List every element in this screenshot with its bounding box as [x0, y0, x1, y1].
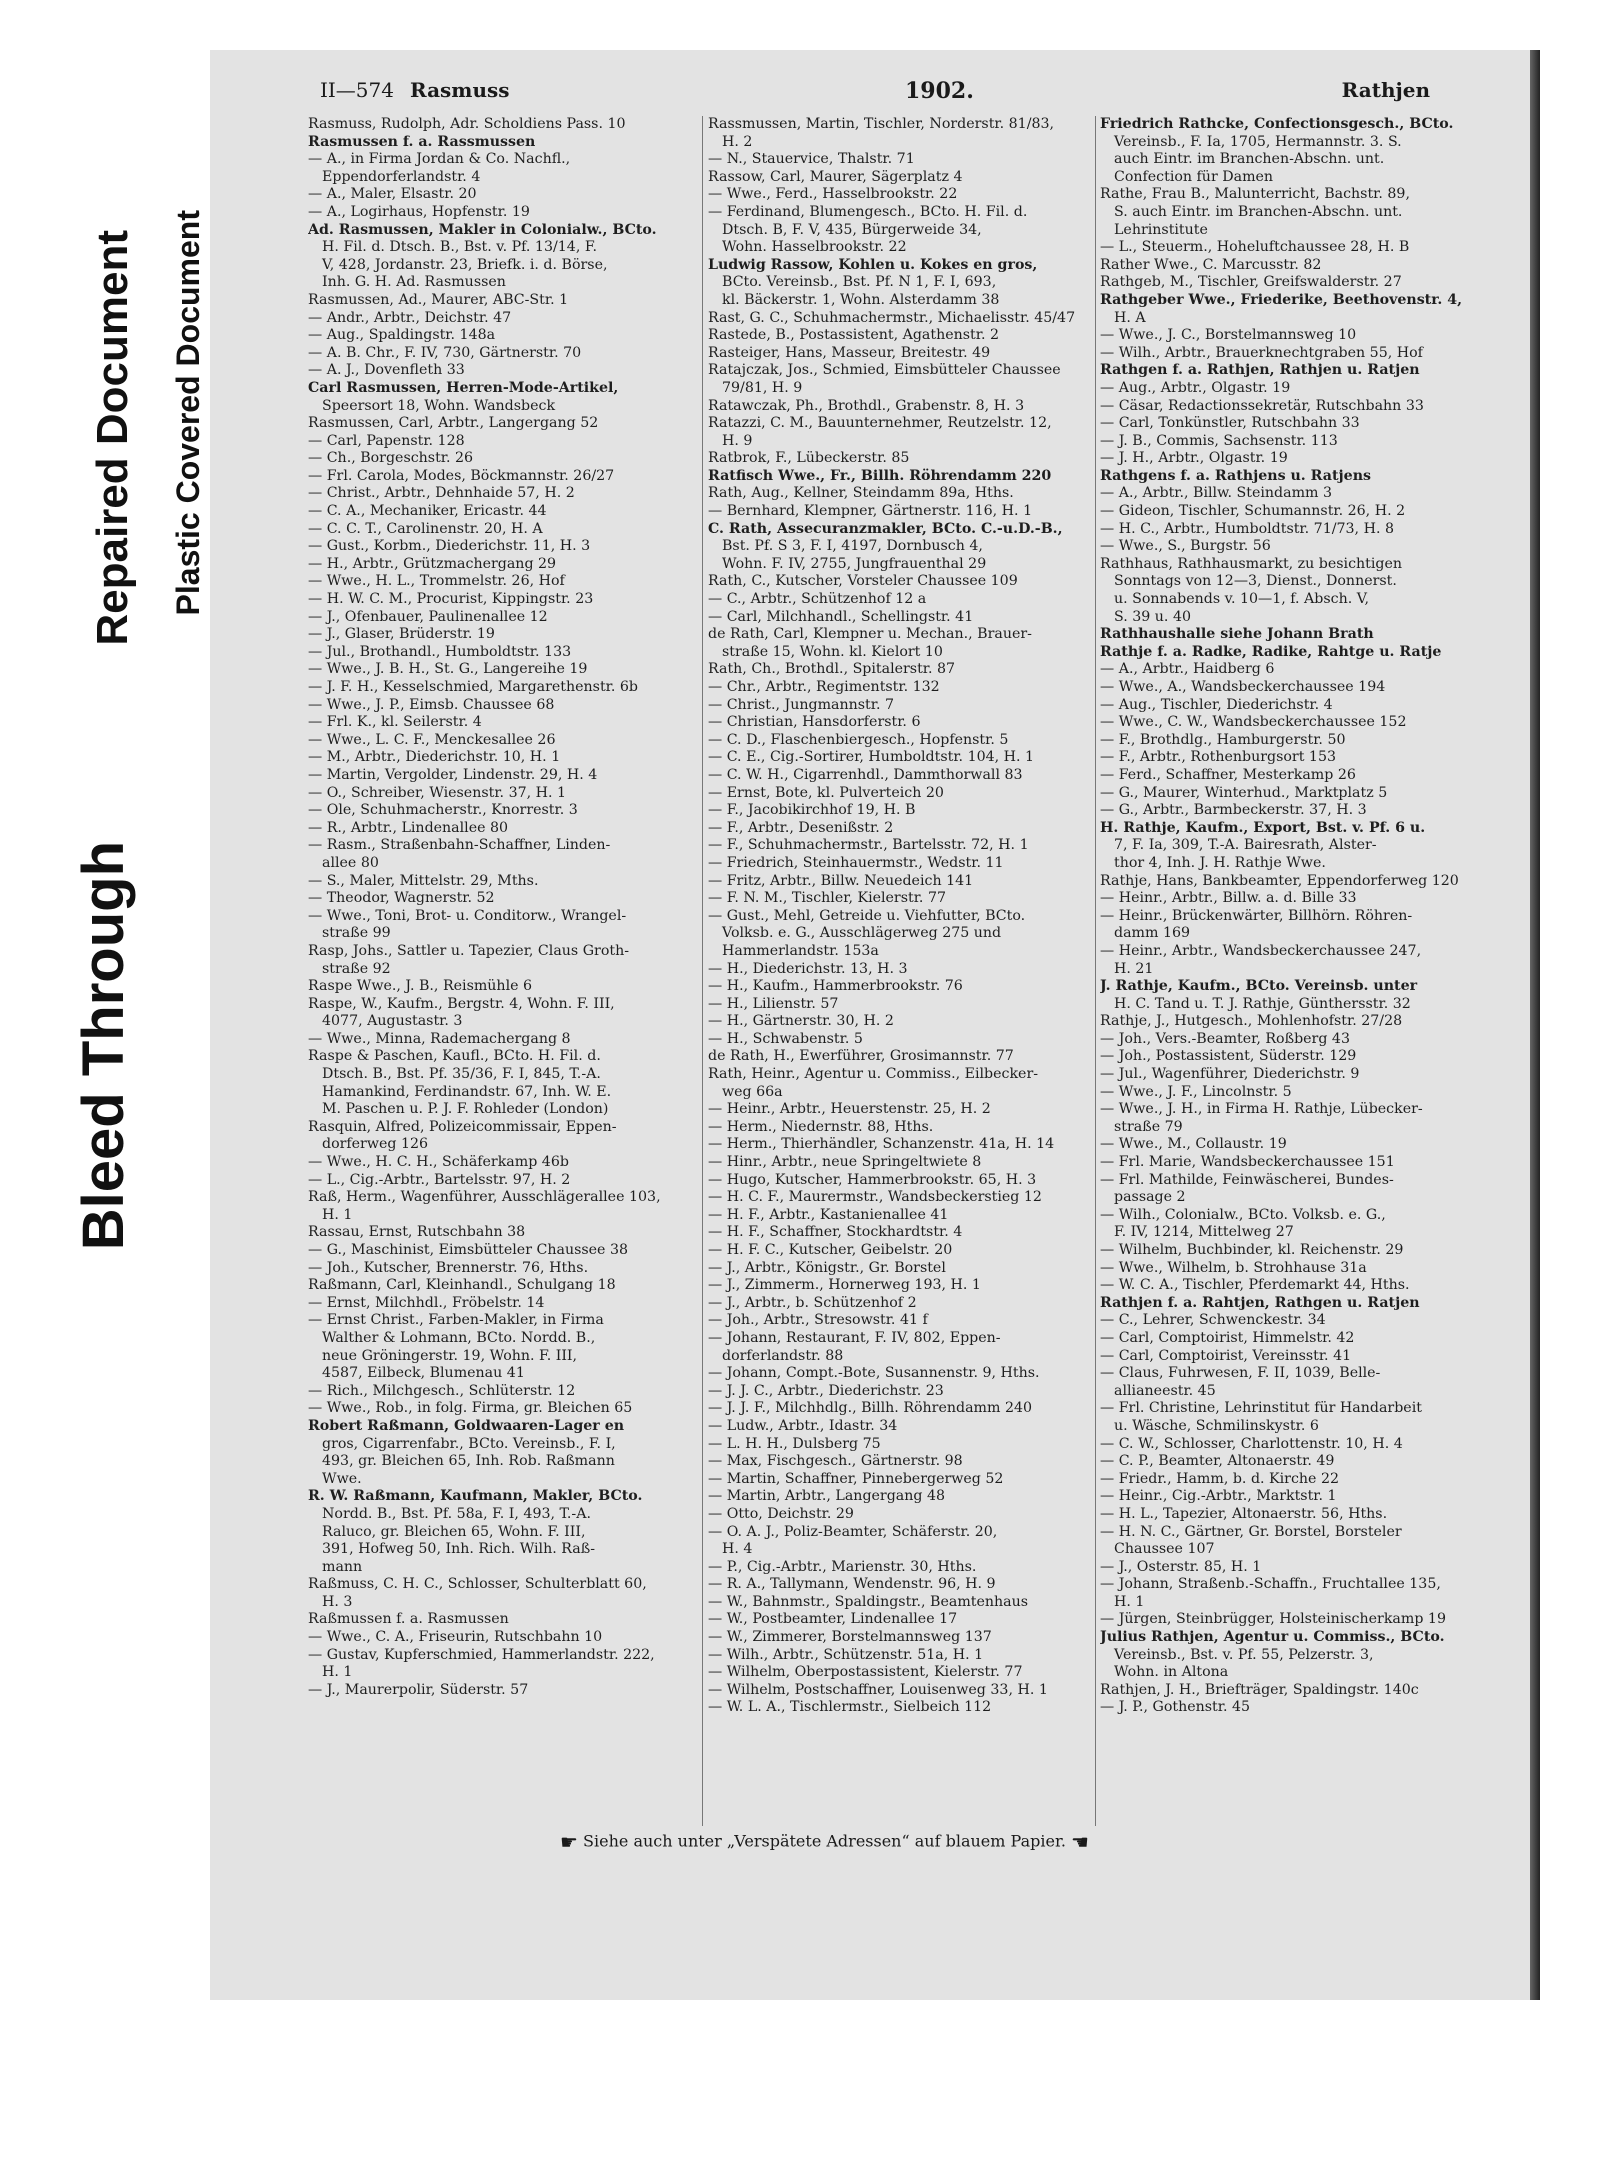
- directory-entry: — O. A. J., Poliz-Beamter, Schäferstr. 20,: [708, 1523, 998, 1540]
- directory-entry: — C. W., Schlosser, Charlottenstr. 10, H. 4: [1100, 1435, 1403, 1452]
- directory-entry: — Frl. Marie, Wandsbeckerchaussee 151: [1100, 1154, 1395, 1171]
- directory-entry: — H. F. C., Kutscher, Geibelstr. 20: [708, 1242, 953, 1258]
- directory-entry: — Rasm., Straßenbahn-Schaffner, Linden-: [308, 837, 611, 854]
- header-year: 1902.: [905, 78, 974, 104]
- directory-entry: — Herm., Niedernstr. 88, Hths.: [708, 1118, 934, 1135]
- directory-entry: — Andr., Arbtr., Deichstr. 47: [308, 309, 512, 326]
- directory-entry: Chaussee 107: [1114, 1541, 1215, 1558]
- directory-entry: Rasmussen f. a. Rassmussen: [308, 133, 536, 150]
- directory-entry: — Aug., Spaldingstr. 148a: [308, 327, 496, 344]
- directory-entry: — Joh., Postassistent, Süderstr. 129: [1100, 1048, 1357, 1065]
- directory-entry: — Joh., Arbtr., Stresowstr. 41 f: [708, 1312, 928, 1329]
- directory-entry: Raßmann, Carl, Kleinhandl., Schulgang 18: [308, 1277, 616, 1294]
- directory-entry: — W., Zimmerer, Borstelmannsweg 137: [708, 1629, 992, 1646]
- directory-entry: — Frl. Mathilde, Feinwäscherei, Bundes-: [1100, 1171, 1394, 1188]
- directory-entry: — Hugo, Kutscher, Hammerbrookstr. 65, H. 3: [708, 1171, 1037, 1188]
- directory-entry: weg 66a: [722, 1083, 783, 1100]
- directory-entry: — Wilhelm, Buchbinder, kl. Reichenstr. 29: [1100, 1242, 1404, 1258]
- directory-entry: J. Rathje, Kaufm., BCto. Vereinsb. unter: [1100, 978, 1418, 995]
- directory-entry: Ad. Rasmussen, Makler in Colonialw., BCto.: [308, 221, 657, 238]
- directory-entry: — H. F., Schaffner, Stockhardtstr. 4: [708, 1224, 963, 1241]
- directory-entry: de Rath, Carl, Klempner u. Mechan., Brauer-: [708, 626, 1032, 643]
- directory-entry: — H. W. C. M., Procurist, Kippingstr. 23: [308, 591, 594, 608]
- pointing-hand-icon: ☚: [1071, 1830, 1089, 1854]
- directory-entry: Speersort 18, Wohn. Wandsbeck: [322, 397, 556, 414]
- directory-entry: Raspe, W., Kaufm., Bergstr. 4, Wohn. F. III,: [308, 995, 615, 1012]
- directory-entry: — Heinr., Arbtr., Wandsbeckerchaussee 247,: [1100, 942, 1422, 959]
- directory-entry: — G., Arbtr., Barmbeckerstr. 37, H. 3: [1100, 802, 1367, 819]
- directory-entry: Rassau, Ernst, Rutschbahn 38: [308, 1224, 526, 1241]
- directory-entry: Rathhaushalle siehe Johann Brath: [1100, 626, 1374, 643]
- directory-entry: — H. L., Tapezier, Altonaerstr. 56, Hths.: [1100, 1505, 1388, 1522]
- directory-entry: Raspe & Paschen, Kaufl., BCto. H. Fil. d.: [308, 1048, 601, 1065]
- directory-entry: Rathje f. a. Radke, Radike, Rahtge u. Ratje: [1100, 643, 1442, 660]
- directory-entry: H. 2: [722, 133, 753, 150]
- directory-entry: Rath, C., Kutscher, Vorsteler Chaussee 109: [708, 573, 1018, 590]
- directory-entry: — Aug., Arbtr., Olgastr. 19: [1100, 379, 1291, 396]
- directory-entry: — Ernst, Milchhdl., Fröbelstr. 14: [308, 1294, 545, 1311]
- directory-entry: H. 9: [722, 432, 753, 449]
- directory-entry: — Wilh., Arbtr., Schützenstr. 51a, H. 1: [708, 1646, 984, 1663]
- directory-entry: S. auch Eintr. im Branchen-Abschn. unt.: [1114, 203, 1403, 220]
- directory-entry: — F., Schuhmachermstr., Bartelsstr. 72, H. 1: [708, 837, 1029, 854]
- footer-note: [560, 1830, 1089, 1854]
- directory-entry: — L., Steuerm., Hoheluftchaussee 28, H. B: [1100, 239, 1410, 256]
- directory-entry: — W., Postbeamter, Lindenallee 17: [708, 1611, 958, 1628]
- directory-entry: — Theodor, Wagnerstr. 52: [308, 890, 495, 907]
- directory-entry: C. Rath, Assecuranzmakler, BCto. C.-u.D.-B.,: [708, 520, 1063, 537]
- directory-entry: — M., Arbtr., Diederichstr. 10, H. 1: [308, 749, 561, 766]
- directory-entry: — H., Diederichstr. 13, H. 3: [708, 960, 908, 977]
- directory-entry: 4587, Eilbeck, Blumenau 41: [322, 1365, 525, 1382]
- directory-entry: — A., Arbtr., Billw. Steindamm 3: [1100, 485, 1333, 502]
- directory-entry: — C. P., Beamter, Altonaerstr. 49: [1100, 1453, 1335, 1470]
- directory-entry: — H., Gärtnerstr. 30, H. 2: [708, 1013, 894, 1030]
- directory-entry: — Johann, Compt.-Bote, Susannenstr. 9, Hths.: [708, 1365, 1040, 1382]
- directory-entry: — Christian, Hansdorferstr. 6: [708, 714, 921, 731]
- directory-entry: 391, Hofweg 50, Inh. Rich. Wilh. Raß-: [322, 1541, 595, 1558]
- directory-entry: — J., Arbtr., b. Schützenhof 2: [708, 1294, 917, 1311]
- directory-entry: Wohn. in Altona: [1114, 1664, 1229, 1681]
- directory-entry: — C. W. H., Cigarrenhdl., Dammthorwall 83: [708, 766, 1023, 783]
- directory-entry: Vereinsb., F. Ia, 1705, Hermannstr. 3. S.: [1114, 133, 1402, 150]
- directory-entry: auch Eintr. im Branchen-Abschn. unt.: [1114, 151, 1385, 168]
- directory-entry: — Herm., Thierhändler, Schanzenstr. 41a, H. 14: [708, 1136, 1055, 1153]
- directory-entry: straße 92: [322, 960, 391, 977]
- directory-entry: — Christ., Arbtr., Dehnhaide 57, H. 2: [308, 485, 575, 502]
- directory-entry: H. Fil. d. Dtsch. B., Bst. v. Pf. 13/14, F.: [322, 239, 597, 256]
- directory-entry: — J., Osterstr. 85, H. 1: [1100, 1558, 1262, 1575]
- directory-entry: Julius Rathjen, Agentur u. Commiss., BCto.: [1100, 1629, 1445, 1646]
- footer-text: Siehe auch unter „Verspätete Adressen“ auf blauem Papier.: [583, 1831, 1066, 1851]
- directory-entry: — Gust., Mehl, Getreide u. Viehfutter, BCto.: [708, 907, 1026, 924]
- directory-entry: Rathje, J., Hutgesch., Mohlenhofstr. 27/28: [1100, 1013, 1403, 1030]
- directory-entry: — Wwe., L. C. F., Menckesallee 26: [308, 731, 556, 748]
- directory-entry: — Otto, Deichstr. 29: [708, 1505, 854, 1522]
- directory-entry: — Ole, Schuhmacherstr., Knorrestr. 3: [308, 802, 578, 819]
- directory-entry: — Wwe., J. C., Borstelmannsweg 10: [1100, 327, 1357, 344]
- column-2: [708, 116, 1096, 1717]
- directory-entry: — Chr., Arbtr., Regimentstr. 132: [708, 679, 940, 695]
- directory-entry: — Max, Fischgesch., Gärtnerstr. 98: [708, 1453, 963, 1470]
- directory-entry: — Wwe., J. F., Lincolnstr. 5: [1100, 1083, 1292, 1100]
- directory-entry: 493, gr. Bleichen 65, Inh. Rob. Raßmann: [322, 1453, 615, 1470]
- directory-entry: — Rich., Milchgesch., Schlüterstr. 12: [308, 1382, 576, 1399]
- directory-entry: — Ferdinand, Blumengesch., BCto. H. Fil. d.: [708, 203, 1028, 220]
- directory-entry: Raspe Wwe., J. B., Reismühle 6: [308, 978, 533, 995]
- directory-entry: Rather Wwe., C. Marcusstr. 82: [1100, 256, 1322, 273]
- directory-entry: Rasmussen, Ad., Maurer, ABC-Str. 1: [308, 291, 569, 308]
- directory-entry: — W. L. A., Tischlermstr., Sielbeich 112: [708, 1699, 992, 1716]
- directory-entry: — Frl. Christine, Lehrinstitut für Handarbeit: [1100, 1400, 1422, 1417]
- directory-entry: 79/81, H. 9: [722, 379, 803, 396]
- header-left-word: Rasmuss: [410, 78, 510, 102]
- directory-entry: Wohn. Hasselbrookstr. 22: [722, 239, 907, 256]
- directory-entry: — Ludw., Arbtr., Idastr. 34: [708, 1417, 898, 1434]
- directory-entry: Eppendorferlandstr. 4: [322, 168, 481, 185]
- directory-entry: Vereinsb., Bst. v. Pf. 55, Pelzerstr. 3,: [1114, 1646, 1374, 1663]
- directory-entry: Rathhaus, Rathhausmarkt, zu besichtigen: [1100, 555, 1403, 572]
- directory-entry: — Carl, Comptoirist, Vereinsstr. 41: [1100, 1347, 1352, 1364]
- directory-entry: allee 80: [322, 854, 379, 871]
- directory-entry: — H., Kaufm., Hammerbrookstr. 76: [708, 978, 963, 995]
- directory-entry: — O., Schreiber, Wiesenstr. 37, H. 1: [308, 784, 567, 801]
- directory-entry: Bst. Pf. S 3, F. I, 4197, Dornbusch 4,: [722, 538, 983, 555]
- directory-entry: Ratfisch Wwe., Fr., Billh. Röhrendamm 220: [708, 467, 1052, 484]
- directory-entry: straße 79: [1114, 1118, 1183, 1135]
- directory-entry: — J. F. H., Kesselschmied, Margarethenstr. 6b: [308, 679, 639, 695]
- directory-entry: Raßmussen f. a. Rasmussen: [308, 1611, 509, 1628]
- directory-entry: Rathgeber Wwe., Friederike, Beethovenstr. 4,: [1100, 291, 1463, 308]
- directory-entry: — J. J. F., Milchhdlg., Billh. Röhrendamm 240: [708, 1400, 1033, 1417]
- label-repaired-document: Repaired Document: [88, 230, 137, 646]
- directory-entry: — Heinr., Arbtr., Billw. a. d. Bille 33: [1100, 890, 1357, 907]
- header-right-word: Rathjen: [1341, 78, 1430, 102]
- directory-entry: — H. N. C., Gärtner, Gr. Borstel, Borsteler: [1100, 1523, 1402, 1540]
- directory-entry: R. W. Raßmann, Kaufmann, Makler, BCto.: [308, 1488, 643, 1505]
- directory-entry: — H., Arbtr., Grützmachergang 29: [308, 555, 557, 572]
- directory-entry: Rassmussen, Martin, Tischler, Norderstr. 81/83,: [708, 116, 1055, 132]
- directory-entry: — H. F., Arbtr., Kastanienallee 41: [708, 1206, 949, 1223]
- directory-entry: Rathjen, J. H., Briefträger, Spaldingstr. 140c: [1100, 1681, 1419, 1698]
- label-bleed-through: Bleed Through: [71, 840, 136, 1250]
- directory-entry: — Heinr., Cig.-Arbtr., Marktstr. 1: [1100, 1488, 1337, 1505]
- directory-entry: Rathje, Hans, Bankbeamter, Eppendorferweg 120: [1100, 872, 1459, 889]
- directory-entry: Rasmussen, Carl, Arbtr., Langergang 52: [308, 415, 599, 432]
- directory-entry: — Heinr., Arbtr., Heuerstenstr. 25, H. 2: [708, 1101, 991, 1118]
- directory-entry: Rath, Heinr., Agentur u. Commiss., Eilbecker-: [708, 1066, 1039, 1083]
- directory-entry: — Carl, Papenstr. 128: [308, 432, 465, 449]
- directory-entry: Rastede, B., Postassistent, Agathenstr. 2: [708, 327, 999, 344]
- directory-entry: Raß, Herm., Wagenführer, Ausschlägerallee 103,: [308, 1189, 661, 1206]
- directory-entry: — Friedrich, Steinhauermstr., Wedstr. 11: [708, 854, 1004, 871]
- directory-entry: — J., Ofenbauer, Paulinenallee 12: [308, 608, 548, 625]
- directory-entry: M. Paschen u. P. J. F. Rohleder (London): [322, 1101, 609, 1118]
- directory-entry: Rasteiger, Hans, Masseur, Breitestr. 49: [708, 344, 991, 361]
- column-1: [308, 116, 696, 1699]
- directory-entry: Hamankind, Ferdinandstr. 67, Inh. W. E.: [322, 1083, 612, 1100]
- directory-entry: — Wwe., Wilhelm, b. Strohhause 31a: [1100, 1259, 1367, 1276]
- directory-entry: — J. H., Arbtr., Olgastr. 19: [1100, 450, 1288, 467]
- directory-entry: — R., Arbtr., Lindenallee 80: [308, 819, 509, 836]
- directory-entry: — Wilh., Colonialw., BCto. Volksb. e. G.,: [1100, 1206, 1386, 1223]
- directory-entry: Rasquin, Alfred, Polizeicommissair, Eppen-: [308, 1118, 617, 1135]
- directory-entry: — Wwe., Ferd., Hasselbrookstr. 22: [708, 186, 958, 203]
- directory-entry: Rasp, Johs., Sattler u. Tapezier, Claus Groth-: [308, 942, 630, 959]
- directory-entry: — Carl, Tonkünstler, Rutschbahn 33: [1100, 415, 1360, 432]
- directory-entry: — J., Glaser, Brüderstr. 19: [308, 626, 495, 643]
- directory-entry: — Frl. Carola, Modes, Böckmannstr. 26/27: [308, 467, 615, 484]
- side-labels: [30, 200, 210, 1250]
- directory-entry: — Wilh., Arbtr., Brauerknechtgraben 55, Hof: [1100, 344, 1423, 361]
- directory-entry: — Wwe., C. A., Friseurin, Rutschbahn 10: [308, 1629, 603, 1646]
- directory-entry: — J. B., Commis, Sachsenstr. 113: [1100, 432, 1338, 449]
- directory-entry: H. 1: [1114, 1593, 1145, 1610]
- directory-entry: — Hinr., Arbtr., neue Springeltwiete 8: [708, 1154, 982, 1171]
- directory-entry: — C. A., Mechaniker, Ericastr. 44: [308, 503, 547, 520]
- directory-entry: gros, Cigarrenfabr., BCto. Vereinsb., F. I,: [322, 1435, 616, 1452]
- directory-entry: Ratazzi, C. M., Bauunternehmer, Reutzelstr. 12,: [708, 415, 1052, 432]
- directory-entry: Sonntags von 12—3, Dienst., Donnerst.: [1114, 573, 1397, 590]
- directory-entry: Rathgens f. a. Rathjens u. Ratjens: [1100, 467, 1372, 484]
- directory-entry: — A. J., Dovenfleth 33: [308, 362, 465, 379]
- directory-entry: u. Sonnabends v. 10—1, f. Absch. V,: [1114, 591, 1370, 608]
- directory-entry: thor 4, Inh. J. H. Rathje Wwe.: [1114, 854, 1326, 871]
- directory-entry: passage 2: [1114, 1189, 1186, 1206]
- directory-entry: H. 1: [322, 1206, 353, 1223]
- directory-entry: — Gustav, Kupferschmied, Hammerlandstr. 222,: [308, 1646, 655, 1663]
- directory-entry: Hammerlandstr. 153a: [722, 942, 879, 959]
- directory-entry: — Jürgen, Steinbrügger, Holsteinischerkamp 19: [1100, 1611, 1446, 1628]
- directory-entry: Rathe, Frau B., Malunterricht, Bachstr. 89,: [1100, 186, 1410, 203]
- directory-entry: — Wilhelm, Postschaffner, Louisenweg 33, H. 1: [708, 1681, 1048, 1698]
- directory-entry: — W., Bahnmstr., Spaldingstr., Beamtenhaus: [708, 1593, 1029, 1610]
- directory-entry: — Gideon, Tischler, Schumannstr. 26, H. 2: [1100, 503, 1406, 520]
- directory-entry: — C., Arbtr., Schützenhof 12 a: [708, 591, 927, 608]
- directory-entry: Confection für Damen: [1114, 168, 1274, 185]
- directory-entry: Lehrinstitute: [1114, 221, 1208, 238]
- directory-entry: H. Rathje, Kaufm., Export, Bst. v. Pf. 6 u.: [1100, 819, 1426, 836]
- directory-entry: — F., Arbtr., Desenißstr. 2: [708, 819, 894, 836]
- label-plastic-covered: Plastic Covered Document: [170, 210, 206, 616]
- directory-entry: straße 15, Wohn. kl. Kielort 10: [722, 643, 943, 660]
- directory-entry: damm 169: [1114, 925, 1191, 942]
- directory-entry: dorferweg 126: [322, 1136, 429, 1153]
- directory-entry: H. 21: [1114, 960, 1154, 977]
- directory-entry: — L., Cig.-Arbtr., Bartelsstr. 97, H. 2: [308, 1171, 571, 1188]
- directory-entry: — Friedr., Hamm, b. d. Kirche 22: [1100, 1470, 1340, 1487]
- directory-entry: — H., Schwabenstr. 5: [708, 1030, 863, 1047]
- directory-entry: — Fritz, Arbtr., Billw. Neuedeich 141: [708, 872, 974, 889]
- directory-entry: Walther & Lohmann, BCto. Nordd. B.,: [322, 1329, 596, 1346]
- directory-entry: — H. C., Arbtr., Humboldtstr. 71/73, H. 8: [1100, 520, 1394, 537]
- directory-entry: Dtsch. B, F. V, 435, Bürgerweide 34,: [722, 221, 982, 238]
- directory-entry: — J., Maurerpolir, Süderstr. 57: [308, 1681, 529, 1698]
- directory-entry: — A., Maler, Elsastr. 20: [308, 186, 477, 203]
- directory-entry: — Jul., Wagenführer, Diederichstr. 9: [1100, 1066, 1360, 1083]
- directory-entry: — Ch., Borgeschstr. 26: [308, 450, 474, 467]
- directory-entry: Rathjen f. a. Rahtjen, Rathgen u. Ratjen: [1100, 1294, 1420, 1311]
- directory-entry: — Johann, Straßenb.-Schaffn., Fruchtallee 135,: [1100, 1576, 1441, 1593]
- directory-entry: — Wwe., Toni, Brot- u. Conditorw., Wrangel-: [308, 907, 627, 924]
- directory-entry: Rathgeb, M., Tischler, Greifswalderstr. 27: [1100, 274, 1402, 291]
- directory-entry: V, 428, Jordanstr. 23, Briefk. i. d. Börse,: [322, 256, 608, 273]
- directory-entry: Wohn. F. IV, 2755, Jungfrauenthal 29: [722, 555, 987, 572]
- page-number: II—574: [320, 78, 394, 102]
- directory-entry: — Wwe., M., Collaustr. 19: [1100, 1136, 1287, 1153]
- directory-entry: — C., Lehrer, Schwenckestr. 34: [1100, 1312, 1326, 1329]
- directory-entry: — Claus, Fuhrwesen, F. II, 1039, Belle-: [1100, 1365, 1381, 1382]
- page-edge-shadow: [1530, 50, 1540, 2000]
- directory-entry: H. 3: [322, 1593, 353, 1610]
- directory-entry: — Ernst Christ., Farben-Makler, in Firma: [308, 1312, 604, 1329]
- directory-entry: — J. P., Gothenstr. 45: [1100, 1699, 1251, 1716]
- directory-entry: — G., Maurer, Winterhud., Marktplatz 5: [1100, 784, 1388, 801]
- directory-entry: H. C. Tand u. T. J. Rathje, Günthersstr. 32: [1114, 995, 1411, 1012]
- directory-entry: — Wwe., J. B. H., St. G., Langereihe 19: [308, 661, 588, 678]
- directory-entry: — F., Jacobikirchhof 19, H. B: [708, 802, 916, 819]
- directory-entry: dorferlandstr. 88: [722, 1347, 844, 1364]
- directory-entry: — Joh., Vers.-Beamter, Roßberg 43: [1100, 1030, 1350, 1047]
- directory-entry: Wwe.: [322, 1470, 362, 1487]
- directory-entry: — J., Zimmerm., Hornerweg 193, H. 1: [708, 1277, 981, 1294]
- directory-entry: — Wwe., A., Wandsbeckerchaussee 194: [1100, 679, 1386, 695]
- directory-entry: — Martin, Vergolder, Lindenstr. 29, H. 4: [308, 766, 598, 783]
- directory-entry: 7, F. Ia, 309, T.-A. Bairesrath, Alster-: [1114, 837, 1377, 854]
- directory-entry: — Wwe., C. W., Wandsbeckerchaussee 152: [1100, 714, 1407, 731]
- directory-entry: — C. D., Flaschenbiergesch., Hopfenstr. 5: [708, 731, 1009, 748]
- directory-entry: Rath, Ch., Brothdl., Spitalerstr. 87: [708, 661, 956, 678]
- directory-entry: — Heinr., Brückenwärter, Billhörn. Röhren-: [1100, 907, 1413, 924]
- directory-entry: — Ernst, Bote, kl. Pulverteich 20: [708, 784, 944, 801]
- directory-entry: Rathgen f. a. Rathjen, Rathjen u. Ratjen: [1100, 362, 1420, 379]
- directory-entry: — R. A., Tallymann, Wendenstr. 96, H. 9: [708, 1576, 996, 1593]
- page-header: [320, 78, 1510, 114]
- directory-entry: — Carl, Comptoirist, Himmelstr. 42: [1100, 1329, 1355, 1346]
- directory-entry: S. 39 u. 40: [1114, 608, 1192, 625]
- directory-entry: Volksb. e. G., Ausschlägerweg 275 und: [722, 925, 1002, 942]
- directory-entry: mann: [322, 1558, 363, 1575]
- directory-entry: Ratbrok, F., Lübeckerstr. 85: [708, 450, 910, 467]
- directory-entry: — A. B. Chr., F. IV, 730, Gärtnerstr. 70: [308, 344, 582, 361]
- directory-entry: Inh. G. H. Ad. Rasmussen: [322, 274, 506, 291]
- directory-entry: — F., Arbtr., Rothenburgsort 153: [1100, 749, 1336, 766]
- directory-entry: — W. C. A., Tischler, Pferdemarkt 44, Hths.: [1100, 1277, 1410, 1294]
- directory-entry: H. 4: [722, 1541, 753, 1558]
- directory-entry: — G., Maschinist, Eimsbütteler Chaussee 38: [308, 1242, 628, 1258]
- directory-entry: — Wwe., Rob., in folg. Firma, gr. Bleichen 65: [308, 1400, 633, 1417]
- directory-entry: BCto. Vereinsb., Bst. Pf. N 1, F. I, 693,: [722, 274, 997, 291]
- directory-entry: — Carl, Milchhandl., Schellingstr. 41: [708, 608, 974, 625]
- directory-entry: — J., Arbtr., Königstr., Gr. Borstel: [708, 1259, 946, 1276]
- directory-entry: — Wilhelm, Oberpostassistent, Kielerstr. 77: [708, 1664, 1023, 1681]
- directory-entry: — N., Stauervice, Thalstr. 71: [708, 151, 915, 168]
- directory-entry: Nordd. B., Bst. Pf. 58a, F. I, 493, T.-A.: [322, 1505, 591, 1522]
- directory-entry: Ratajczak, Jos., Schmied, Eimsbütteler Chaussee: [708, 362, 1061, 379]
- directory-entry: — Martin, Schaffner, Pinnebergerweg 52: [708, 1470, 1004, 1487]
- directory-entry: — Wwe., H. L., Trommelstr. 26, Hof: [308, 573, 565, 590]
- directory-entry: — Frl. K., kl. Seilerstr. 4: [308, 714, 482, 731]
- directory-entry: — H., Lilienstr. 57: [708, 995, 839, 1012]
- directory-entry: — Martin, Arbtr., Langergang 48: [708, 1488, 946, 1505]
- directory-entry: — J. J. C., Arbtr., Diederichstr. 23: [708, 1382, 944, 1399]
- column-3: [1100, 116, 1495, 1717]
- directory-entry: — H. C. F., Maurermstr., Wandsbeckerstieg 12: [708, 1189, 1042, 1206]
- directory-entry: — A., Logirhaus, Hopfenstr. 19: [308, 203, 530, 220]
- directory-entry: H. 1: [322, 1664, 353, 1681]
- directory-entry: Ratawczak, Ph., Brothdl., Grabenstr. 8, H. 3: [708, 397, 1025, 414]
- directory-entry: allianeestr. 45: [1114, 1382, 1216, 1399]
- directory-entry: — Gust., Korbm., Diederichstr. 11, H. 3: [308, 538, 591, 555]
- pointing-hand-icon: ☛: [560, 1830, 578, 1854]
- directory-entry: de Rath, H., Ewerführer, Grosimannstr. 77: [708, 1048, 1014, 1065]
- directory-entry: — S., Maler, Mittelstr. 29, Mths.: [308, 872, 539, 889]
- directory-entry: Friedrich Rathcke, Confectionsgesch., BCto.: [1100, 116, 1454, 132]
- directory-entry: — Wwe., J. H., in Firma H. Rathje, Lübecker-: [1100, 1101, 1423, 1118]
- directory-entry: — Cäsar, Redactionssekretär, Rutschbahn 33: [1100, 397, 1424, 414]
- directory-entry: — Wwe., H. C. H., Schäferkamp 46b: [308, 1154, 569, 1171]
- directory-entry: — F. N. M., Tischler, Kielerstr. 77: [708, 890, 946, 907]
- directory-entry: — Wwe., S., Burgstr. 56: [1100, 538, 1271, 555]
- directory-entry: Rath, Aug., Kellner, Steindamm 89a, Hths.: [708, 485, 1014, 502]
- directory-entry: — A., Arbtr., Haidberg 6: [1100, 661, 1275, 678]
- directory-entry: straße 99: [322, 925, 391, 942]
- directory-entry: Raluco, gr. Bleichen 65, Wohn. F. III,: [322, 1523, 586, 1540]
- directory-entry: — F., Brothdlg., Hamburgerstr. 50: [1100, 731, 1346, 748]
- directory-entry: Ludwig Rassow, Kohlen u. Kokes en gros,: [708, 256, 1038, 273]
- directory-entry: kl. Bäckerstr. 1, Wohn. Alsterdamm 38: [722, 291, 1000, 308]
- directory-entry: Rasmuss, Rudolph, Adr. Scholdiens Pass. 10: [308, 116, 626, 132]
- directory-entry: Robert Raßmann, Goldwaaren-Lager en: [308, 1417, 625, 1434]
- directory-entry: — C. C. T., Carolinenstr. 20, H. A: [308, 520, 543, 537]
- directory-entry: — P., Cig.-Arbtr., Marienstr. 30, Hths.: [708, 1558, 977, 1575]
- directory-entry: Raßmuss, C. H. C., Schlosser, Schulterblatt 60,: [308, 1576, 647, 1593]
- directory-entry: neue Gröningerstr. 19, Wohn. F. III,: [322, 1347, 578, 1364]
- directory-entry: — Johann, Restaurant, F. IV, 802, Eppen-: [708, 1329, 1001, 1346]
- directory-entry: u. Wäsche, Schmilinskystr. 6: [1114, 1417, 1319, 1434]
- directory-entry: — Jul., Brothandl., Humboldtstr. 133: [308, 643, 572, 660]
- directory-entry: — Wwe., Minna, Rademachergang 8: [308, 1030, 571, 1047]
- directory-entry: — Bernhard, Klempner, Gärtnerstr. 116, H. 1: [708, 503, 1033, 520]
- directory-entry: Carl Rasmussen, Herren-Mode-Artikel,: [308, 379, 619, 396]
- directory-entry: — Christ., Jungmannstr. 7: [708, 696, 895, 713]
- directory-entry: — L. H. H., Dulsberg 75: [708, 1435, 881, 1452]
- directory-entry: — Aug., Tischler, Diederichstr. 4: [1100, 696, 1333, 713]
- directory-entry: Rast, G. C., Schuhmachermstr., Michaelisstr. 45/47: [708, 309, 1076, 326]
- directory-entry: F. IV, 1214, Mittelweg 27: [1114, 1224, 1294, 1241]
- directory-entry: Dtsch. B., Bst. Pf. 35/36, F. I, 845, T.-A.: [322, 1066, 601, 1083]
- directory-entry: — Ferd., Schaffner, Mesterkamp 26: [1100, 766, 1356, 783]
- directory-entry: — C. E., Cig.-Sortirer, Humboldtstr. 104, H. 1: [708, 749, 1035, 766]
- directory-entry: — A., in Firma Jordan & Co. Nachfl.,: [308, 151, 571, 168]
- directory-entry: Rassow, Carl, Maurer, Sägerplatz 4: [708, 168, 963, 185]
- directory-entry: — Wwe., J. P., Eimsb. Chaussee 68: [308, 696, 555, 713]
- directory-entry: H. A: [1114, 309, 1146, 326]
- directory-entry: — Joh., Kutscher, Brennerstr. 76, Hths.: [308, 1259, 589, 1276]
- directory-entry: 4077, Augustastr. 3: [322, 1013, 463, 1030]
- column-divider: [702, 116, 703, 1826]
